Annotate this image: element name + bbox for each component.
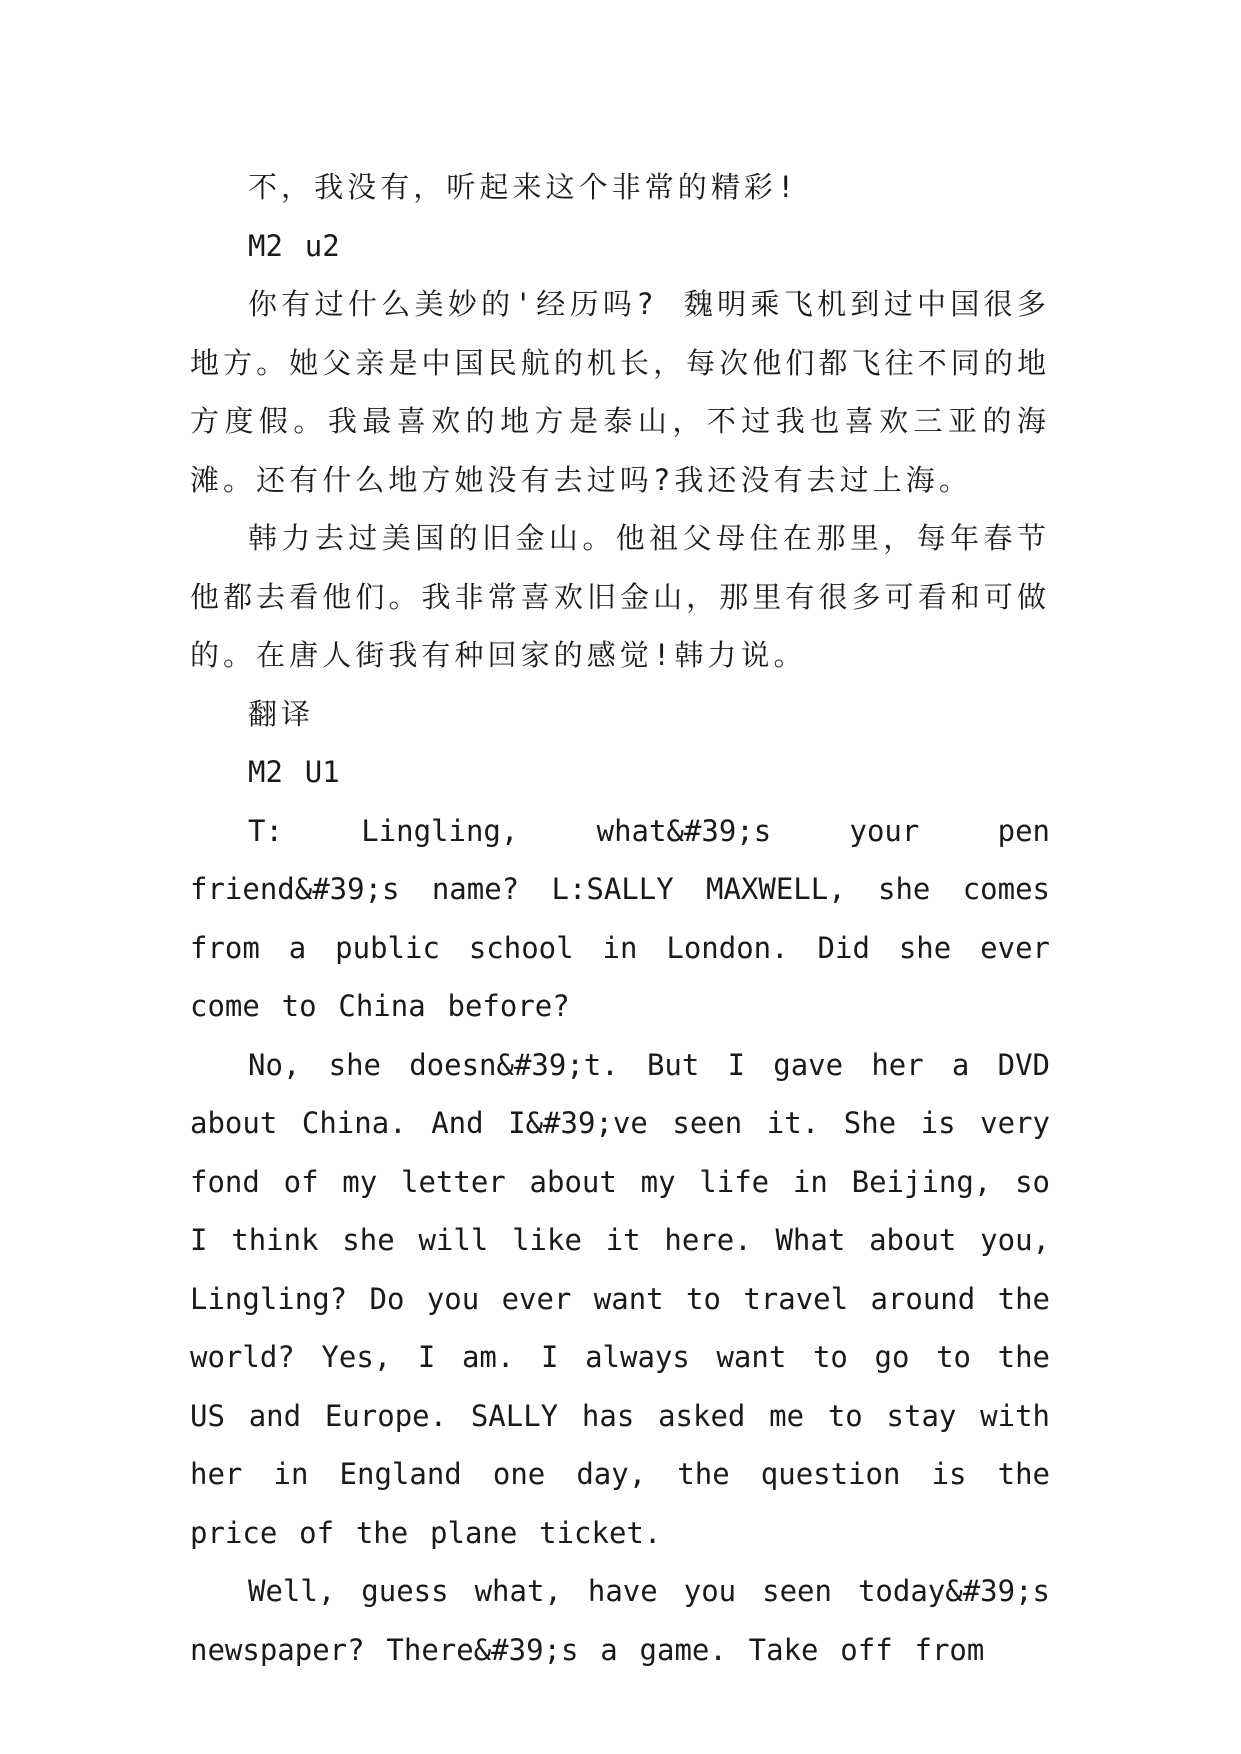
paragraph-wei-ming: 你有过什么美妙的'经历吗? 魏明乘飞机到过中国很多地方。她父亲是中国民航的机长，每次他们都飞往不同的地方度假。我最喜欢的地方是泰山，不过我也喜欢三亚的海滩。还有什么地方她没有去过吗?我还没有去过上海。 (190, 287, 1050, 497)
paragraph-newspaper: Well, guess what, have you seen today&#39;s newspaper? There&#39;s a game. Take off from (190, 1574, 1050, 1667)
paragraph-han-li: 韩力去过美国的旧金山。他祖父母住在那里，每年春节他都去看他们。我非常喜欢旧金山，那里有很多可看和可做的。在唐人街我有种回家的感觉!韩力说。 (190, 521, 1050, 672)
paragraph-dvd-china: No, she doesn&#39;t. But I gave her a DVD about China. And I&#39;ve seen it. She is very fond of my letter about my life in Beijing, so I think she will like it here. What about you, Lingling? Do you ever want to travel around the world? Yes, I am. I always want to go to the US and Europe. SALLY has asked me to stay with her in England one day, the question is the price of the plane ticket. (190, 1047, 1050, 1550)
paragraph-pen-friend: T: Lingling, what&#39;s your pen friend&#39;s name? L:SALLY MAXWELL, she comes from a public school in London. Did she ever come to China before? (190, 813, 1050, 1023)
paragraph-reply: 不，我没有，听起来这个非常的精彩! (248, 170, 799, 204)
section-heading-m2-u1: M2 U1 (248, 755, 340, 789)
section-heading-translation: 翻译 (248, 696, 315, 731)
section-heading-m2-u2: M2 u2 (248, 228, 340, 263)
document-body (190, 158, 1050, 1679)
